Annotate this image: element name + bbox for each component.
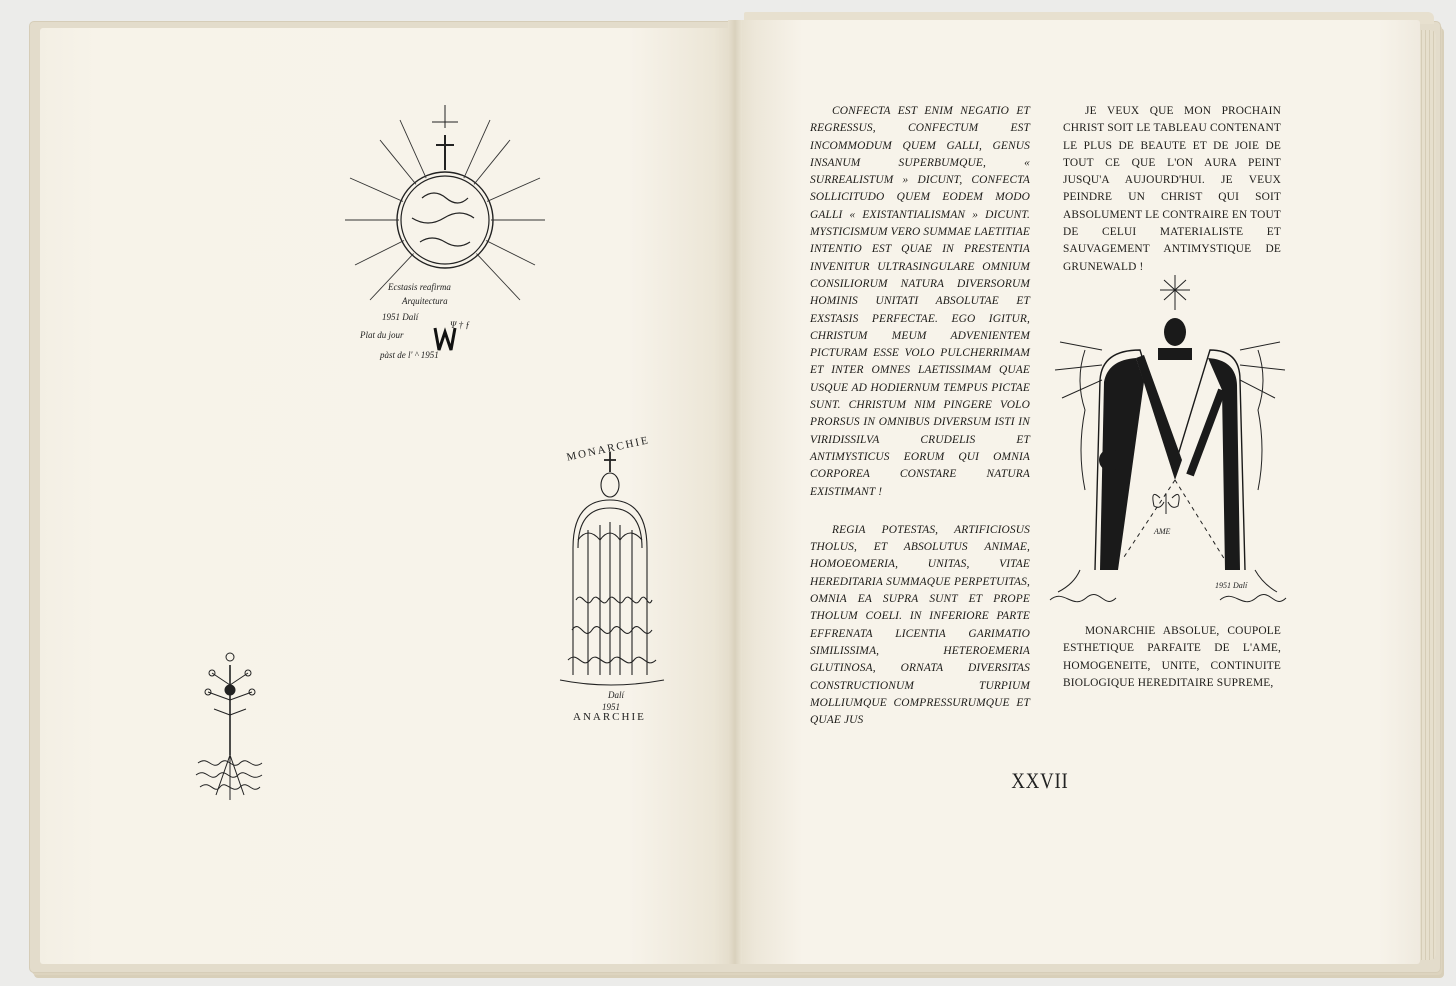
- monogram-label: AME: [1154, 527, 1171, 536]
- tree-illustration: [190, 645, 270, 805]
- svg-text:1951: 1951: [602, 702, 620, 712]
- svg-text:Arquitectura: Arquitectura: [402, 296, 448, 306]
- svg-text:1951 Dalí: 1951 Dalí: [382, 312, 419, 322]
- french-paragraph-top: JE VEUX QUE MON PROCHAIN CHRIST SOIT LE TABLEAU CONTENANT LE PLUS DE BEAUTE ET DE JOIE DE TOUT CE QUE L'ON AURA PEINT JUSQU'A AUJOURD'HUI. JE VEUX PEINDRE UN CHRIST QUI SOIT ABSOLUMENT LE CONTRAIRE EN TOUT DE CELUI MATERIALISTE ET SAUVAGEMENT ANTIMYSTIQUE DE GRUNEWALD !: [1063, 105, 1281, 273]
- dome-bottom-caption: ANARCHIE: [573, 711, 646, 723]
- dome-top-caption: MONARCHIE: [565, 434, 651, 464]
- svg-text:1951 Dalí: 1951 Dalí: [1215, 581, 1248, 590]
- latin-text-column: [810, 103, 1030, 729]
- monogram-m-illustration: [1040, 270, 1290, 615]
- right-page-block-edge: [1418, 30, 1436, 960]
- svg-text:Plat du jour: Plat du jour: [360, 330, 404, 340]
- french-text-bottom: [1063, 623, 1281, 692]
- book-gutter: [728, 20, 742, 964]
- monstrance-illustration: [340, 100, 550, 375]
- svg-text:Ψ † ƒ: Ψ † ƒ: [450, 320, 470, 330]
- svg-text:Ecstasis reafirma: Ecstasis reafirma: [388, 282, 451, 292]
- dome-cage-illustration: [548, 430, 678, 730]
- french-paragraph-bottom: MONARCHIE ABSOLUE, COUPOLE ESTHETIQUE PARFAITE DE L'AME, HOMOGENEITE, UNITE, CONTINUITE BIOLOGIQUE HEREDITAIRE SUPREME,: [1063, 625, 1281, 689]
- latin-paragraph-2: REGIA POTESTAS, ARTIFICIOSUS THOLUS, ET ABSOLUTUS ANIMAE, HOMOEOMERIA, UNITAS, VITAE HEREDITARIA SUMMAQUE PERPETUITAS, OMNIA EA SUPRA SUNT ET PROPE THOLUM COELI. IN INFERIORE PARTE EFFRENATA LICENTIA GARIMATIO SIMILISSIMA, HETEROEMERIA GLUTINOSA, ORNATA DIVERSITAS CONSTRUCTIONUM TURPIUM MOLLIUMQUE COMPRESSURUMQUE ET QUAE JUS: [810, 523, 1030, 727]
- svg-text:Dalí: Dalí: [608, 690, 625, 700]
- svg-text:pàst de l' ^ 1951: pàst de l' ^ 1951: [380, 350, 439, 360]
- page-number: XXVII: [1011, 768, 1069, 793]
- french-text-top: [1063, 103, 1281, 276]
- latin-paragraph-1: CONFECTA EST ENIM NEGATIO ET REGRESSUS, CONFECTUM EST INCOMMODUM QUEM GALLI, GENUS INSANUM SUPERBUMQUE, « SURREALISTUM » DICUNT, CONFECTA SOLLICITUDO QUEM EODEM MODO GALLI « EXISTANTIALISMAN » DICUNT. MYSTICISMUM VERO SUMMAE LAETITIAE INTENTIO EST QUAE IN PRESTENTIA INVENITUR ULTRASINGULARE OMNIUM CONSILIORUM NATURA DIVERSORUM HOMINIS UNITATI ABSOLUTAE ET EXSTASIS PERFECTAE. EGO IGITUR, CHRISTUM MEUM ADVENIENTEM PICTURAM ESSE VOLO PULCHERRIMAM ET INTER OMNES LAETISSIMAM QUAE USQUE AD HODIERNUM TEMPUS PICTAE SUNT. CHRISTUM NIM PINGERE VOLO PRORSUS IN OMNIBUS DIVERSUM ISTI IN VIRIDISSILVA CRUDELIS ET ANTIMYSTICUS EORUM QUI OMNIA CORPOREA CONSTARE NATURA EXISTIMANT !: [810, 105, 1030, 498]
